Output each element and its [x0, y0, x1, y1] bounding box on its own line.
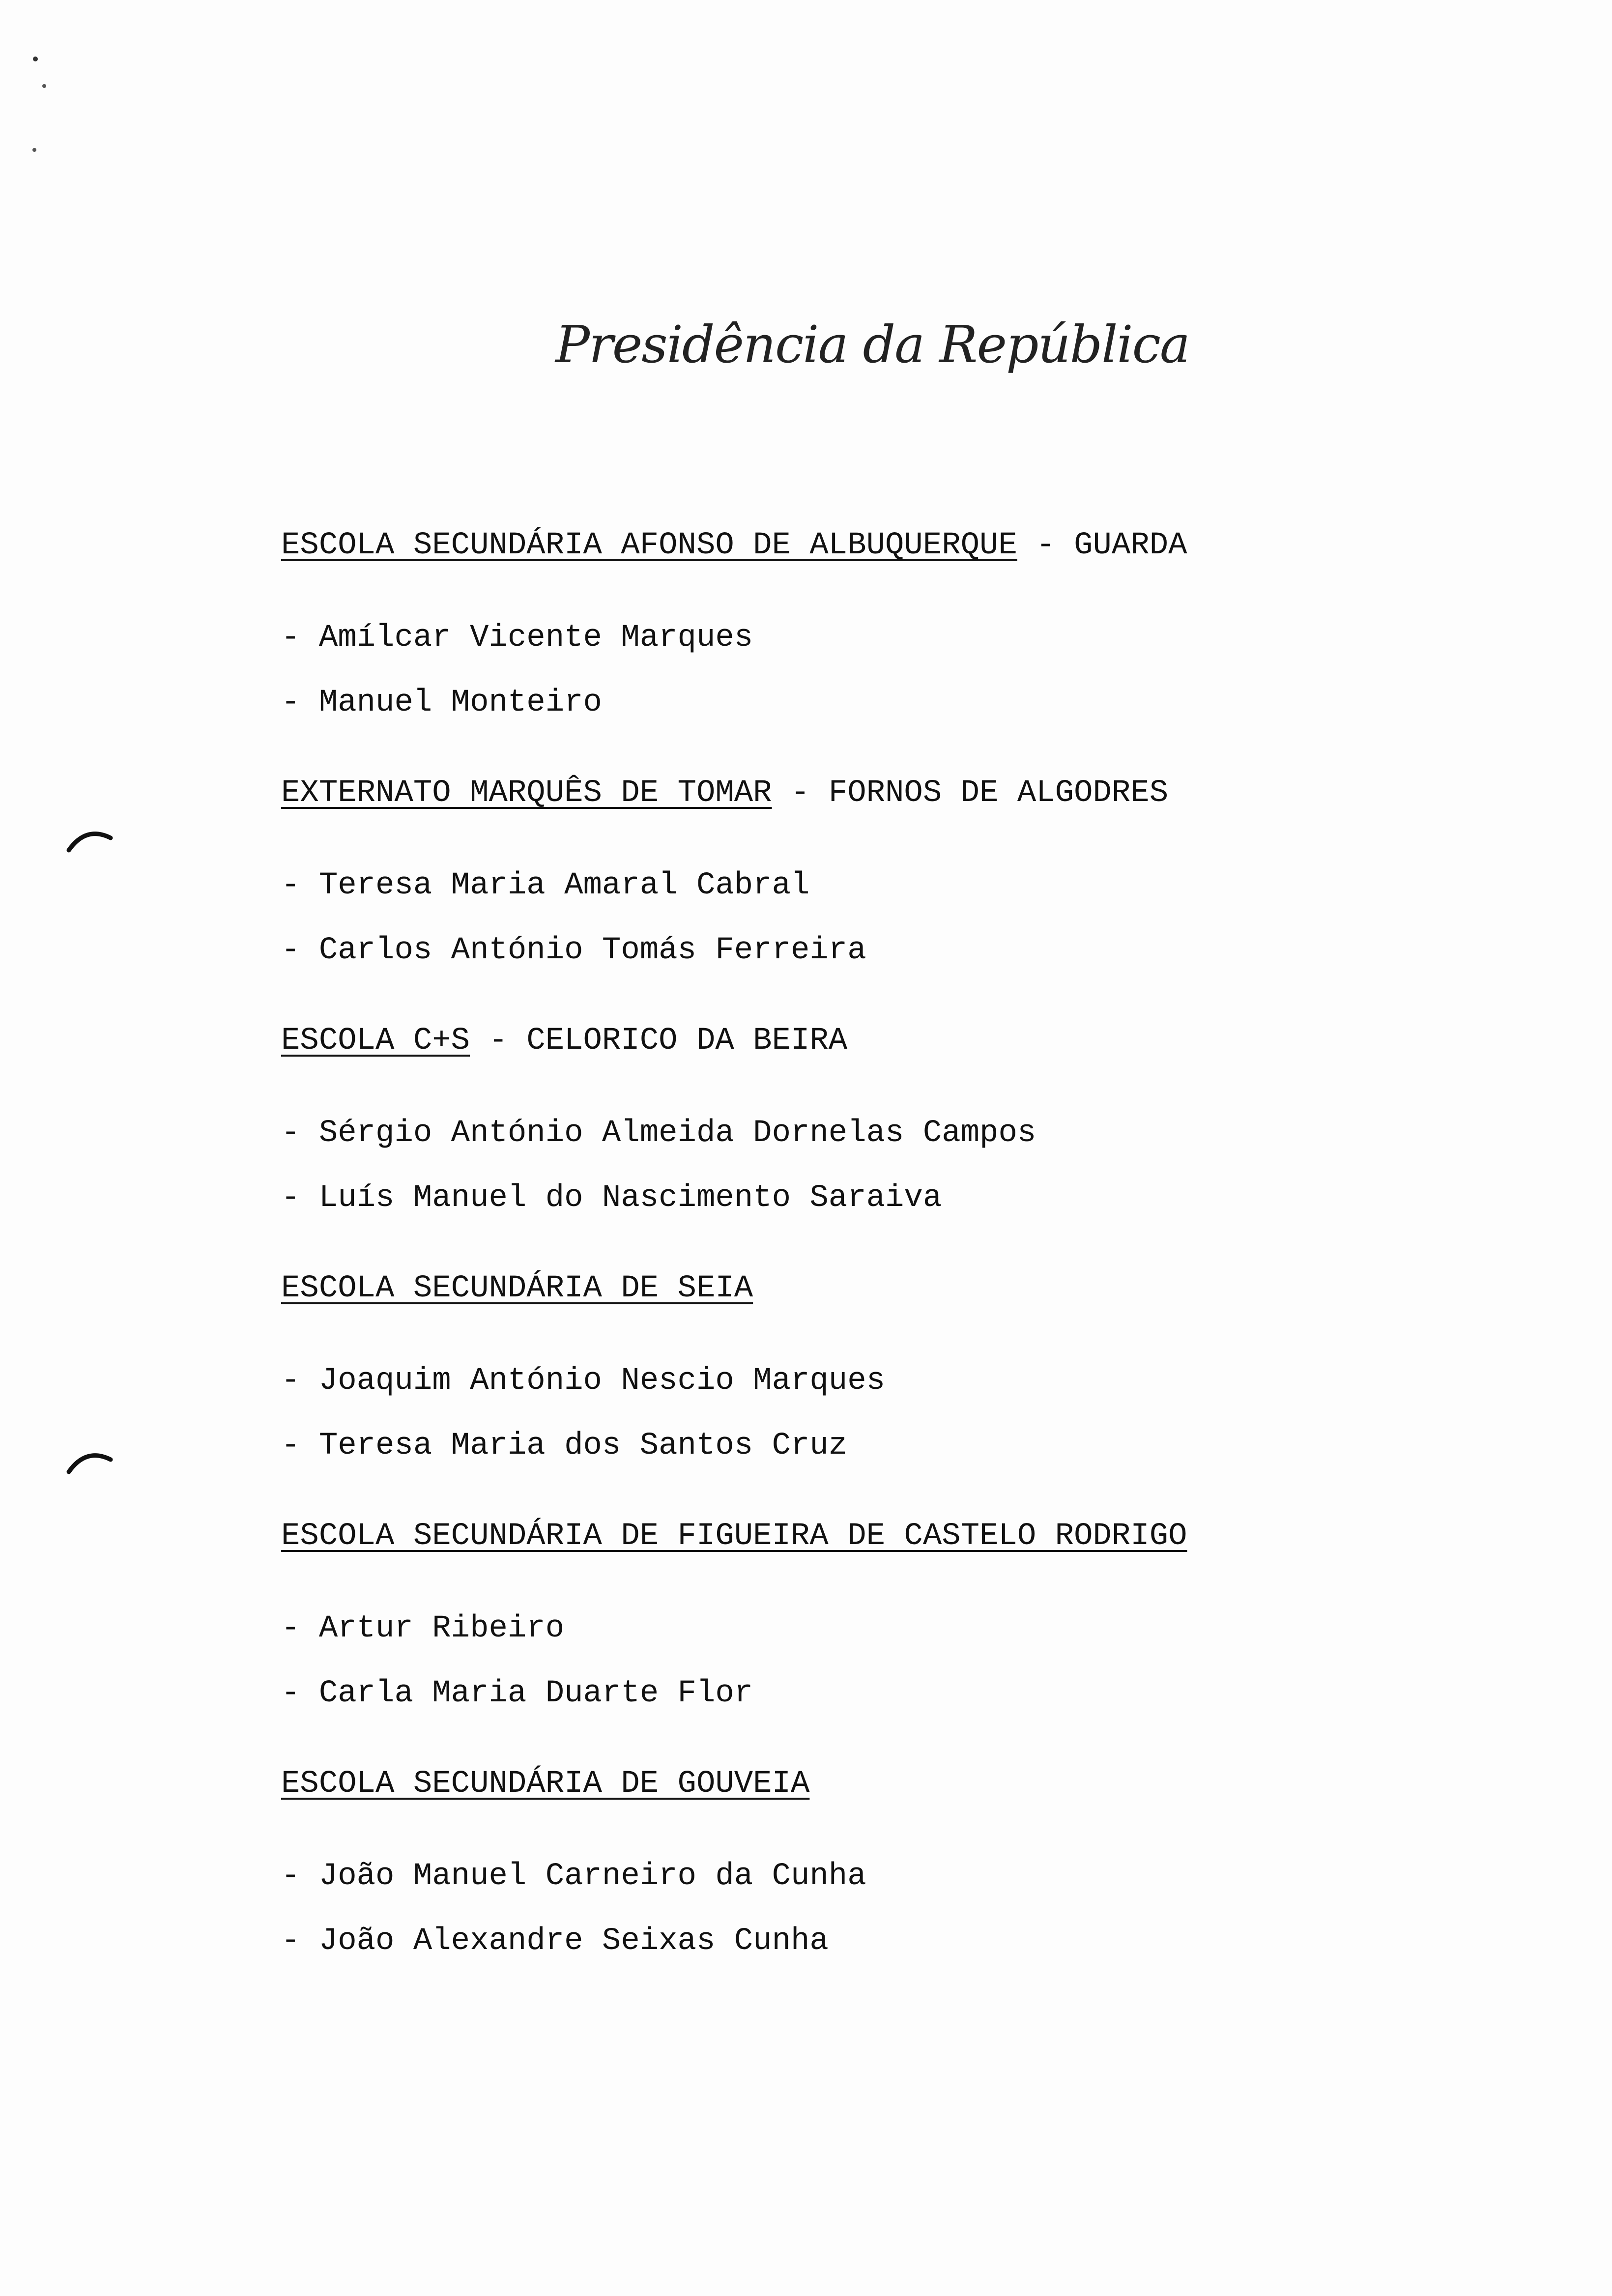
- school-heading: [281, 1764, 1461, 1804]
- list-item: - Luís Manuel do Nascimento Saraiva: [281, 1180, 942, 1216]
- school-section-figueira: [281, 1517, 1461, 1713]
- school-section-gouveia: [281, 1764, 1461, 1961]
- school-section-fornos: [281, 774, 1461, 970]
- list-item: - Carla Maria Duarte Flor: [281, 1676, 753, 1711]
- school-heading: [281, 774, 1461, 813]
- school-section-celorico: [281, 1021, 1461, 1218]
- school-location: - FORNOS DE ALGODRES: [772, 775, 1169, 811]
- school-name: ESCOLA SECUNDÁRIA DE SEIA: [281, 1271, 753, 1306]
- school-heading: [281, 1517, 1461, 1556]
- school-section-seia: [281, 1269, 1461, 1465]
- list-item: - Artur Ribeiro: [281, 1611, 565, 1646]
- list-item: - Teresa Maria Amaral Cabral: [281, 868, 810, 903]
- list-item: - Amílcar Vicente Marques: [281, 620, 753, 656]
- list-item: - João Alexandre Seixas Cunha: [281, 1923, 829, 1959]
- school-name: EXTERNATO MARQUÊS DE TOMAR: [281, 775, 772, 811]
- school-heading: [281, 1021, 1461, 1061]
- list-item: - Carlos António Tomás Ferreira: [281, 933, 866, 968]
- school-list: [281, 526, 1461, 2012]
- school-name: ESCOLA C+S: [281, 1023, 470, 1059]
- list-item: - João Manuel Carneiro da Cunha: [281, 1859, 866, 1894]
- school-name: ESCOLA SECUNDÁRIA DE FIGUEIRA DE CASTELO RODRIGO: [281, 1519, 1187, 1554]
- school-location: - GUARDA: [1017, 528, 1187, 563]
- punch-hole-mark-upper: [69, 834, 111, 850]
- list-item: - Sérgio António Almeida Dornelas Campos: [281, 1116, 1036, 1151]
- list-item: - Manuel Monteiro: [281, 685, 602, 720]
- school-heading: [281, 1269, 1461, 1308]
- list-item: - Joaquim António Nescio Marques: [281, 1363, 885, 1399]
- list-item: - Teresa Maria dos Santos Cruz: [281, 1428, 848, 1464]
- school-section-guarda: [281, 526, 1461, 722]
- school-name: ESCOLA SECUNDÁRIA AFONSO DE ALBUQUERQUE: [281, 528, 1017, 563]
- punch-hole-mark-lower: [69, 1456, 111, 1472]
- school-heading: [281, 526, 1461, 565]
- school-name: ESCOLA SECUNDÁRIA DE GOUVEIA: [281, 1766, 810, 1802]
- letterhead-title: Presidência da República: [555, 315, 1189, 374]
- school-location: - CELORICO DA BEIRA: [470, 1023, 848, 1059]
